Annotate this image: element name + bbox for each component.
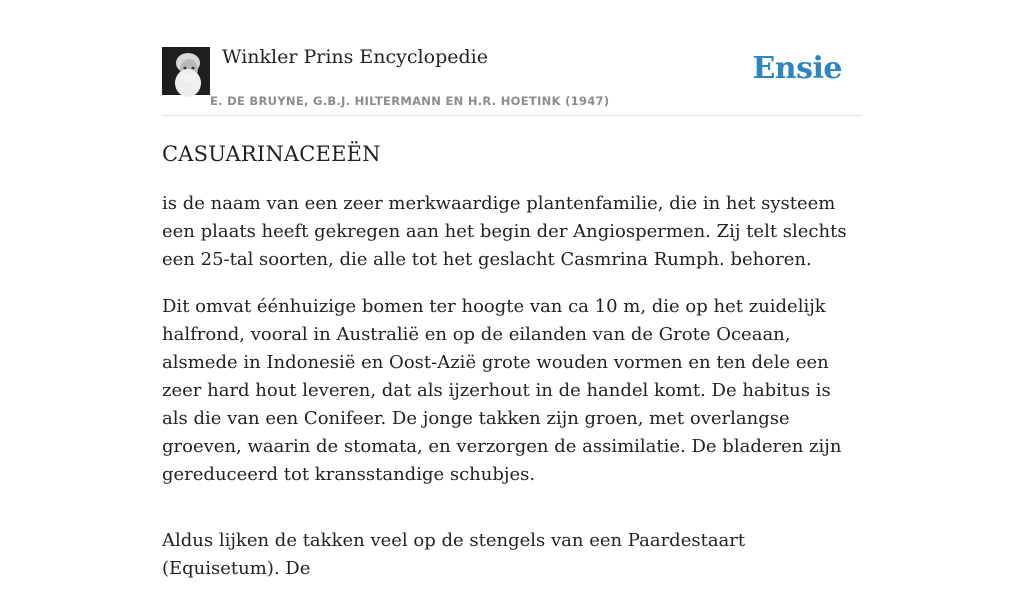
entry-title: CASUARINACEEËN [162, 142, 381, 166]
article [162, 138, 862, 602]
paragraph-2: Dit omvat éénhuizige bomen ter hoogte van ca 10 m, die op het zuidelijk halfrond, vooral in Australië en op de eilanden van de Grote Oceaan, alsmede in Indonesië en Oost-Azië grote wouden vormen en ten dele een zeer hard hout leveren, dat als ijzerhout in de handel komt. De habitus is als die van een Conifeer. De jonge takken zijn groen, met overlangse groeven, waarin de stomata, en verzorgen de assimilatie. De bladeren zijn gereduceerd tot kransstandige schubjes. [162, 296, 842, 485]
authors: E. DE BRUYNE, G.B.J. HILTERMANN EN H.R. HOETINK (1947) [210, 94, 610, 108]
paragraph-3: Aldus lijken de takken veel op de stengels van een Paardestaart (Equisetum). De [162, 530, 746, 579]
source-title[interactable]: Winkler Prins Encyclopedie [222, 46, 488, 68]
header [162, 0, 862, 116]
header-divider [162, 115, 862, 116]
portrait-photo-icon [162, 47, 210, 95]
brand-logo[interactable]: Ensie [752, 51, 842, 86]
paragraph-1: is de naam van een zeer merkwaardige plantenfamilie, die in het systeem een plaats heeft gekregen aan het begin der Angiospermen. Zij telt slechts een 25-tal soorten, die alle tot het geslacht Casmrina Rumph. behoren. [162, 193, 847, 270]
